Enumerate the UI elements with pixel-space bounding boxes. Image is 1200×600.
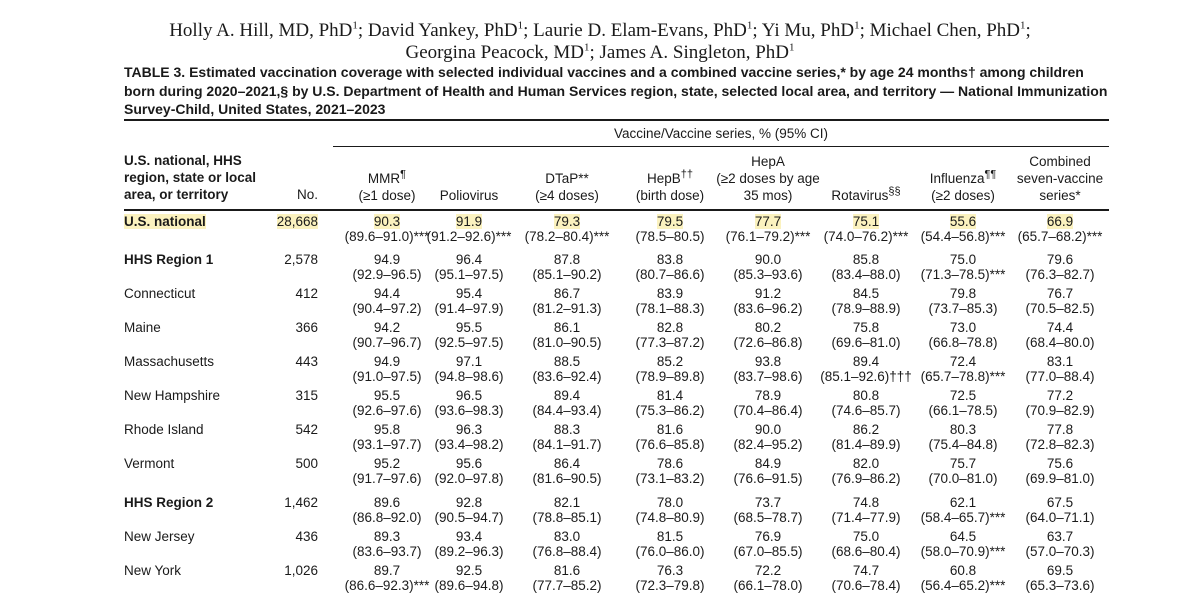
coverage-estimate: 66.9 [1046, 214, 1074, 229]
coverage-estimate: 85.8 [852, 252, 880, 267]
confidence-interval: (89.6–94.8) [434, 578, 504, 593]
coverage-estimate: 75.6 [1046, 456, 1074, 471]
vaccine-sublabel: (≥2 doses by age 35 mos) [716, 171, 820, 203]
coverage-cell [995, 456, 1125, 486]
confidence-interval: (81.0–90.5) [532, 335, 602, 350]
confidence-interval: (76.3–82.7) [1025, 267, 1095, 282]
coverage-estimate: 81.4 [656, 388, 684, 403]
table-row [0, 284, 1200, 318]
footnote-marker: ¶¶ [984, 168, 997, 181]
coverage-estimate: 75.0 [852, 529, 880, 544]
coverage-estimate: 83.0 [553, 529, 581, 544]
author-line-2: Georgina Peacock, $MD^1$; James A. Singleton, PhD$^1$ [405, 41, 795, 63]
coverage-estimate: 76.9 [754, 529, 782, 544]
confidence-interval: (78.8–85.1) [532, 510, 602, 525]
coverage-estimate: 75.7 [949, 456, 977, 471]
confidence-interval: (84.4–93.4) [532, 403, 602, 418]
coverage-estimate: 83.9 [656, 286, 684, 301]
coverage-cell [995, 563, 1125, 593]
coverage-estimate: 78.6 [656, 456, 684, 471]
coverage-estimate: 84.9 [754, 456, 782, 471]
coverage-estimate: 69.5 [1046, 563, 1074, 578]
row-sample-size [262, 320, 318, 335]
coverage-estimate: 72.2 [754, 563, 782, 578]
coverage-estimate: 88.3 [553, 422, 581, 437]
coverage-estimate: 76.7 [1046, 286, 1074, 301]
coverage-estimate: 73.7 [754, 495, 782, 510]
confidence-interval: (77.7–85.2) [532, 578, 602, 593]
coverage-estimate: 88.5 [553, 354, 581, 369]
vaccine-header-text [816, 187, 916, 204]
coverage-estimate: 90.0 [754, 252, 782, 267]
coverage-estimate: 97.1 [455, 354, 483, 369]
confidence-interval: (76.8–88.4) [532, 544, 602, 559]
confidence-interval: (91.4–97.9) [434, 301, 504, 316]
row-area-label: New Hampshire [124, 388, 221, 403]
coverage-estimate: 78.9 [754, 388, 782, 403]
confidence-interval: (68.4–80.0) [1025, 335, 1095, 350]
confidence-interval: (69.9–81.0) [1025, 471, 1095, 486]
confidence-interval: (72.3–79.8) [635, 578, 705, 593]
confidence-interval: (66.8–78.8) [928, 335, 998, 350]
row-sample-size [262, 529, 318, 544]
coverage-estimate: 74.4 [1046, 320, 1074, 335]
table-row [0, 386, 1200, 420]
row-sample-size [262, 354, 318, 369]
coverage-estimate: 72.5 [949, 388, 977, 403]
author-list [0, 20, 1200, 64]
coverage-estimate: 60.8 [949, 563, 977, 578]
table-row [0, 420, 1200, 454]
coverage-estimate: 79.3 [553, 214, 581, 229]
confidence-interval: (70.5–82.5) [1025, 301, 1095, 316]
confidence-interval: (66.1–78.0) [733, 578, 803, 593]
confidence-interval: (78.2–80.4)*** [524, 229, 610, 244]
area-column-header: U.S. national, HHS region, state or local area, or territory [124, 153, 257, 202]
vaccine-header-text [518, 170, 616, 204]
coverage-estimate: 67.5 [1046, 495, 1074, 510]
row-area-label: Connecticut [124, 286, 196, 301]
vaccine-column-header [716, 152, 820, 204]
confidence-interval: (91.2–92.6)*** [426, 229, 512, 244]
coverage-estimate: 91.9 [455, 214, 483, 229]
vaccine-column-header [913, 152, 1013, 204]
group-header-rule [333, 146, 1109, 147]
coverage-estimate: 55.6 [949, 214, 977, 229]
coverage-estimate: 81.5 [656, 529, 684, 544]
coverage-estimate: 92.8 [455, 495, 483, 510]
confidence-interval: (71.4–77.9) [831, 510, 901, 525]
confidence-interval: (95.1–97.5) [434, 267, 504, 282]
confidence-interval: (81.6–90.5) [532, 471, 602, 486]
confidence-interval: (90.4–97.2) [352, 301, 422, 316]
confidence-interval: (76.1–79.2)*** [725, 229, 811, 244]
vaccine-label: Poliovirus [439, 188, 499, 203]
coverage-estimate: 80.2 [754, 320, 782, 335]
table-row [0, 454, 1200, 488]
vaccine-sublabel: (≥2 doses) [931, 188, 995, 203]
confidence-interval: (65.7–68.2)*** [1017, 229, 1103, 244]
coverage-estimate: 95.8 [373, 422, 401, 437]
coverage-cell [995, 495, 1125, 525]
coverage-cell [995, 286, 1125, 316]
vaccine-header-text [716, 153, 820, 204]
coverage-estimate: 90.3 [373, 214, 401, 229]
footnote-marker: §§ [888, 185, 901, 198]
vaccine-column-header [424, 152, 514, 204]
row-area-label: U.S. national [124, 214, 206, 229]
confidence-interval: (72.8–82.3) [1025, 437, 1095, 452]
coverage-estimate: 90.0 [754, 422, 782, 437]
coverage-estimate: 75.8 [852, 320, 880, 335]
coverage-estimate: 87.8 [553, 252, 581, 267]
table-row [0, 212, 1200, 246]
confidence-interval: (73.7–85.3) [928, 301, 998, 316]
author-name: Michael Chen, PhD [869, 20, 1021, 41]
coverage-estimate: 80.3 [949, 422, 977, 437]
coverage-cell [995, 354, 1125, 384]
row-area-label: Maine [124, 320, 161, 335]
confidence-interval: (74.8–80.9) [635, 510, 705, 525]
coverage-cell [995, 388, 1125, 418]
confidence-interval: (74.0–76.2)*** [823, 229, 909, 244]
coverage-estimate: 74.8 [852, 495, 880, 510]
confidence-interval: (71.3–78.5)*** [920, 267, 1006, 282]
coverage-estimate: 95.4 [455, 286, 483, 301]
coverage-estimate: 93.8 [754, 354, 782, 369]
coverage-estimate: 95.5 [373, 388, 401, 403]
vaccine-header-text [424, 187, 514, 204]
table-row [0, 250, 1200, 284]
coverage-cell [995, 529, 1125, 559]
coverage-cell [995, 422, 1125, 452]
sample-size-value: 412 [295, 286, 318, 301]
affiliation-marker: 1 [584, 41, 590, 54]
vaccine-column-header [816, 152, 916, 204]
sample-size-value: 2,578 [284, 252, 318, 267]
coverage-cell [995, 320, 1125, 350]
confidence-interval: (57.0–70.3) [1025, 544, 1095, 559]
coverage-estimate: 79.6 [1046, 252, 1074, 267]
row-sample-size [262, 388, 318, 403]
confidence-interval: (69.6–81.0) [831, 335, 901, 350]
coverage-estimate: 74.7 [852, 563, 880, 578]
vaccine-sublabel: (≥4 doses) [535, 188, 599, 203]
header-bottom-rule [124, 209, 1109, 211]
sample-size-value: 542 [295, 422, 318, 437]
confidence-interval: (90.7–96.7) [352, 335, 422, 350]
coverage-estimate: 79.8 [949, 286, 977, 301]
coverage-estimate: 86.7 [553, 286, 581, 301]
confidence-interval: (65.3–73.6) [1025, 578, 1095, 593]
vaccine-header-text [622, 170, 718, 204]
coverage-estimate: 77.7 [754, 214, 782, 229]
confidence-interval: (70.4–86.4) [733, 403, 803, 418]
row-area-label: HHS Region 2 [124, 495, 214, 510]
author-name: David Yankey, PhD [367, 20, 518, 41]
row-area-label: HHS Region 1 [124, 252, 214, 267]
vaccine-sublabel: (birth dose) [635, 188, 705, 203]
confidence-interval: (67.0–85.5) [733, 544, 803, 559]
vaccine-column-header [622, 152, 718, 204]
vaccine-label: Rotavirus [831, 188, 889, 203]
coverage-estimate: 96.4 [455, 252, 483, 267]
vaccine-label: DTaP** [545, 171, 589, 186]
vaccine-column-header [518, 152, 616, 204]
vaccine-label: Combined seven-vaccine series* [1016, 154, 1104, 203]
coverage-cell [995, 252, 1125, 282]
coverage-estimate: 95.6 [455, 456, 483, 471]
sample-size-value: 500 [295, 456, 318, 471]
confidence-interval: (81.4–89.9) [831, 437, 901, 452]
row-area-label: Vermont [124, 456, 175, 471]
confidence-interval: (85.3–93.6) [733, 267, 803, 282]
author-name: James A. Singleton, PhD [599, 42, 790, 63]
vaccine-header-text [913, 170, 1013, 204]
affiliation-marker: 1 [352, 19, 358, 32]
row-area-label: New York [124, 563, 182, 578]
coverage-estimate: 89.4 [553, 388, 581, 403]
coverage-estimate: 78.0 [656, 495, 684, 510]
vaccine-label: MMR [367, 171, 401, 186]
confidence-interval: (91.0–97.5) [352, 369, 422, 384]
confidence-interval: (93.1–97.7) [352, 437, 422, 452]
confidence-interval: (92.6–97.6) [352, 403, 422, 418]
confidence-interval: (75.3–86.2) [635, 403, 705, 418]
confidence-interval: (83.7–98.6) [733, 369, 803, 384]
coverage-estimate: 77.2 [1046, 388, 1074, 403]
coverage-estimate: 96.3 [455, 422, 483, 437]
affiliation-marker: 1 [1020, 19, 1026, 32]
confidence-interval: (91.7–97.6) [352, 471, 422, 486]
row-sample-size [262, 422, 318, 437]
row-area-label: New Jersey [124, 529, 195, 544]
no-column-header: No. [296, 187, 318, 202]
sample-size-value: 366 [295, 320, 318, 335]
table-top-rule [124, 119, 1109, 121]
sample-size-value: 315 [295, 388, 318, 403]
coverage-estimate: 89.4 [852, 354, 880, 369]
coverage-estimate: 89.7 [373, 563, 401, 578]
row-sample-size [262, 563, 318, 578]
confidence-interval: (83.6–93.7) [352, 544, 422, 559]
coverage-estimate: 96.5 [455, 388, 483, 403]
confidence-interval: (75.4–84.8) [928, 437, 998, 452]
confidence-interval: (78.5–80.5) [635, 229, 705, 244]
coverage-estimate: 72.4 [949, 354, 977, 369]
coverage-estimate: 63.7 [1046, 529, 1074, 544]
coverage-estimate: 89.3 [373, 529, 401, 544]
confidence-interval: (86.6–92.3)*** [344, 578, 430, 593]
confidence-interval: (76.9–86.2) [831, 471, 901, 486]
vaccine-column-header [339, 152, 435, 204]
confidence-interval: (80.7–86.6) [635, 267, 705, 282]
coverage-estimate: 93.4 [455, 529, 483, 544]
coverage-estimate: 77.8 [1046, 422, 1074, 437]
table-row [0, 527, 1200, 561]
coverage-estimate: 83.8 [656, 252, 684, 267]
coverage-estimate: 86.1 [553, 320, 581, 335]
coverage-estimate: 75.1 [852, 214, 880, 229]
row-sample-size [262, 252, 318, 267]
coverage-estimate: 95.5 [455, 320, 483, 335]
vaccine-column-header [1008, 152, 1112, 204]
author-name: Laurie D. Elam-Evans, PhD [533, 20, 747, 41]
coverage-estimate: 89.6 [373, 495, 401, 510]
sample-size-value: 436 [295, 529, 318, 544]
coverage-estimate: 82.1 [553, 495, 581, 510]
coverage-estimate: 82.0 [852, 456, 880, 471]
vaccine-label: HepB [646, 171, 681, 186]
confidence-interval: (82.4–95.2) [733, 437, 803, 452]
affiliation-marker: 1 [789, 41, 795, 54]
confidence-interval: (78.1–88.3) [635, 301, 705, 316]
confidence-interval: (90.5–94.7) [434, 510, 504, 525]
confidence-interval: (72.6–86.8) [733, 335, 803, 350]
coverage-estimate: 73.0 [949, 320, 977, 335]
coverage-estimate: 75.0 [949, 252, 977, 267]
coverage-estimate: 94.9 [373, 252, 401, 267]
coverage-estimate: 76.3 [656, 563, 684, 578]
coverage-estimate: 62.1 [949, 495, 977, 510]
confidence-interval: (81.2–91.3) [532, 301, 602, 316]
confidence-interval: (92.0–97.8) [434, 471, 504, 486]
confidence-interval: (58.0–70.9)*** [920, 544, 1006, 559]
vaccine-label: Influenza [929, 171, 985, 186]
coverage-estimate: 92.5 [455, 563, 483, 578]
confidence-interval: (83.4–88.0) [831, 267, 901, 282]
coverage-estimate: 82.8 [656, 320, 684, 335]
table-row [0, 318, 1200, 352]
confidence-interval: (77.0–88.4) [1025, 369, 1095, 384]
confidence-interval: (93.6–98.3) [434, 403, 504, 418]
confidence-interval: (78.9–89.8) [635, 369, 705, 384]
confidence-interval: (58.4–65.7)*** [920, 510, 1006, 525]
author-name: Yi Mu, PhD [761, 20, 855, 41]
confidence-interval: (68.6–80.4) [831, 544, 901, 559]
sample-size-value: 1,026 [284, 563, 318, 578]
confidence-interval: (64.0–71.1) [1025, 510, 1095, 525]
confidence-interval: (93.4–98.2) [434, 437, 504, 452]
author-name: Holly A. Hill, MD, PhD [169, 20, 353, 41]
coverage-estimate: 85.2 [656, 354, 684, 369]
confidence-interval: (89.6–91.0)*** [344, 229, 430, 244]
confidence-interval: (68.5–78.7) [733, 510, 803, 525]
author-line-1: Holly A. Hill, MD, PhD$^1$; David Yankey, PhD$^1$; Laurie D. Elam-Evans, PhD$^1$; Yi Mu, PhD$^1$; Michael Chen, PhD$^1$; [169, 19, 1031, 41]
row-area-label: Rhode Island [124, 422, 204, 437]
coverage-estimate: 86.2 [852, 422, 880, 437]
confidence-interval: (76.6–85.8) [635, 437, 705, 452]
confidence-interval: (83.6–96.2) [733, 301, 803, 316]
vaccine-group-header: Vaccine/Vaccine series, % (95% CI) [613, 126, 829, 141]
confidence-interval: (83.6–92.4) [532, 369, 602, 384]
affiliation-marker: 1 [746, 19, 753, 32]
sample-size-value: 28,668 [276, 214, 318, 229]
row-sample-size [262, 495, 318, 510]
affiliation-marker: 1 [854, 19, 860, 32]
vaccine-sublabel: (≥1 dose) [358, 188, 416, 203]
row-sample-size [262, 456, 318, 471]
sample-size-value: 1,462 [284, 495, 318, 510]
row-area-label: Massachusetts [124, 354, 215, 369]
table-row [0, 493, 1200, 527]
coverage-estimate: 84.5 [852, 286, 880, 301]
coverage-estimate: 91.2 [754, 286, 782, 301]
confidence-interval: (89.2–96.3) [434, 544, 504, 559]
confidence-interval: (70.6–78.4) [831, 578, 901, 593]
confidence-interval: (77.3–87.2) [635, 335, 705, 350]
coverage-estimate: 80.8 [852, 388, 880, 403]
coverage-estimate: 81.6 [656, 422, 684, 437]
confidence-interval: (76.0–86.0) [635, 544, 705, 559]
vaccine-header-text [1008, 153, 1112, 204]
vaccine-header-text [339, 170, 435, 204]
confidence-interval: (70.9–82.9) [1025, 403, 1095, 418]
vaccine-label: HepA [751, 154, 785, 169]
footnote-marker: ¶ [400, 168, 407, 181]
sample-size-value: 443 [295, 354, 318, 369]
confidence-interval: (86.8–92.0) [352, 510, 422, 525]
table-caption: TABLE 3. Estimated vaccination coverage with selected individual vaccines and a combined vaccine series,* by age 24 months† among children born during 2020–2021,§ by U.S. Department of Health and Human Services region, state, selected local area, and territory — National Immunization Survey-Child, United States, 2021–2023 [124, 64, 1108, 117]
confidence-interval: (84.1–91.7) [532, 437, 602, 452]
confidence-interval: (66.1–78.5) [928, 403, 998, 418]
confidence-interval: (94.8–98.6) [434, 369, 504, 384]
author-name: Georgina Peacock, MD [405, 42, 584, 63]
confidence-interval: (85.1–92.6)††† [820, 369, 912, 384]
confidence-interval: (76.6–91.5) [733, 471, 803, 486]
confidence-interval: (92.5–97.5) [434, 335, 504, 350]
confidence-interval: (73.1–83.2) [635, 471, 705, 486]
coverage-estimate: 95.2 [373, 456, 401, 471]
confidence-interval: (85.1–90.2) [532, 267, 602, 282]
confidence-interval: (74.6–85.7) [831, 403, 901, 418]
confidence-interval: (78.9–88.9) [831, 301, 901, 316]
coverage-estimate: 79.5 [656, 214, 684, 229]
confidence-interval: (54.4–56.8)*** [920, 229, 1006, 244]
coverage-cell [995, 214, 1125, 244]
coverage-estimate: 64.5 [949, 529, 977, 544]
table-row [0, 352, 1200, 386]
confidence-interval: (56.4–65.2)*** [920, 578, 1006, 593]
confidence-interval: (92.9–96.5) [352, 267, 422, 282]
coverage-estimate: 94.2 [373, 320, 401, 335]
footnote-marker: †† [680, 168, 694, 181]
row-sample-size [262, 286, 318, 301]
coverage-estimate: 81.6 [553, 563, 581, 578]
affiliation-marker: 1 [517, 19, 524, 32]
table-row [0, 561, 1200, 595]
coverage-estimate: 83.1 [1046, 354, 1074, 369]
confidence-interval: (65.7–78.8)*** [920, 369, 1006, 384]
coverage-estimate: 86.4 [553, 456, 581, 471]
coverage-estimate: 94.9 [373, 354, 401, 369]
coverage-estimate: 94.4 [373, 286, 401, 301]
row-sample-size [262, 214, 318, 229]
confidence-interval: (70.0–81.0) [928, 471, 998, 486]
